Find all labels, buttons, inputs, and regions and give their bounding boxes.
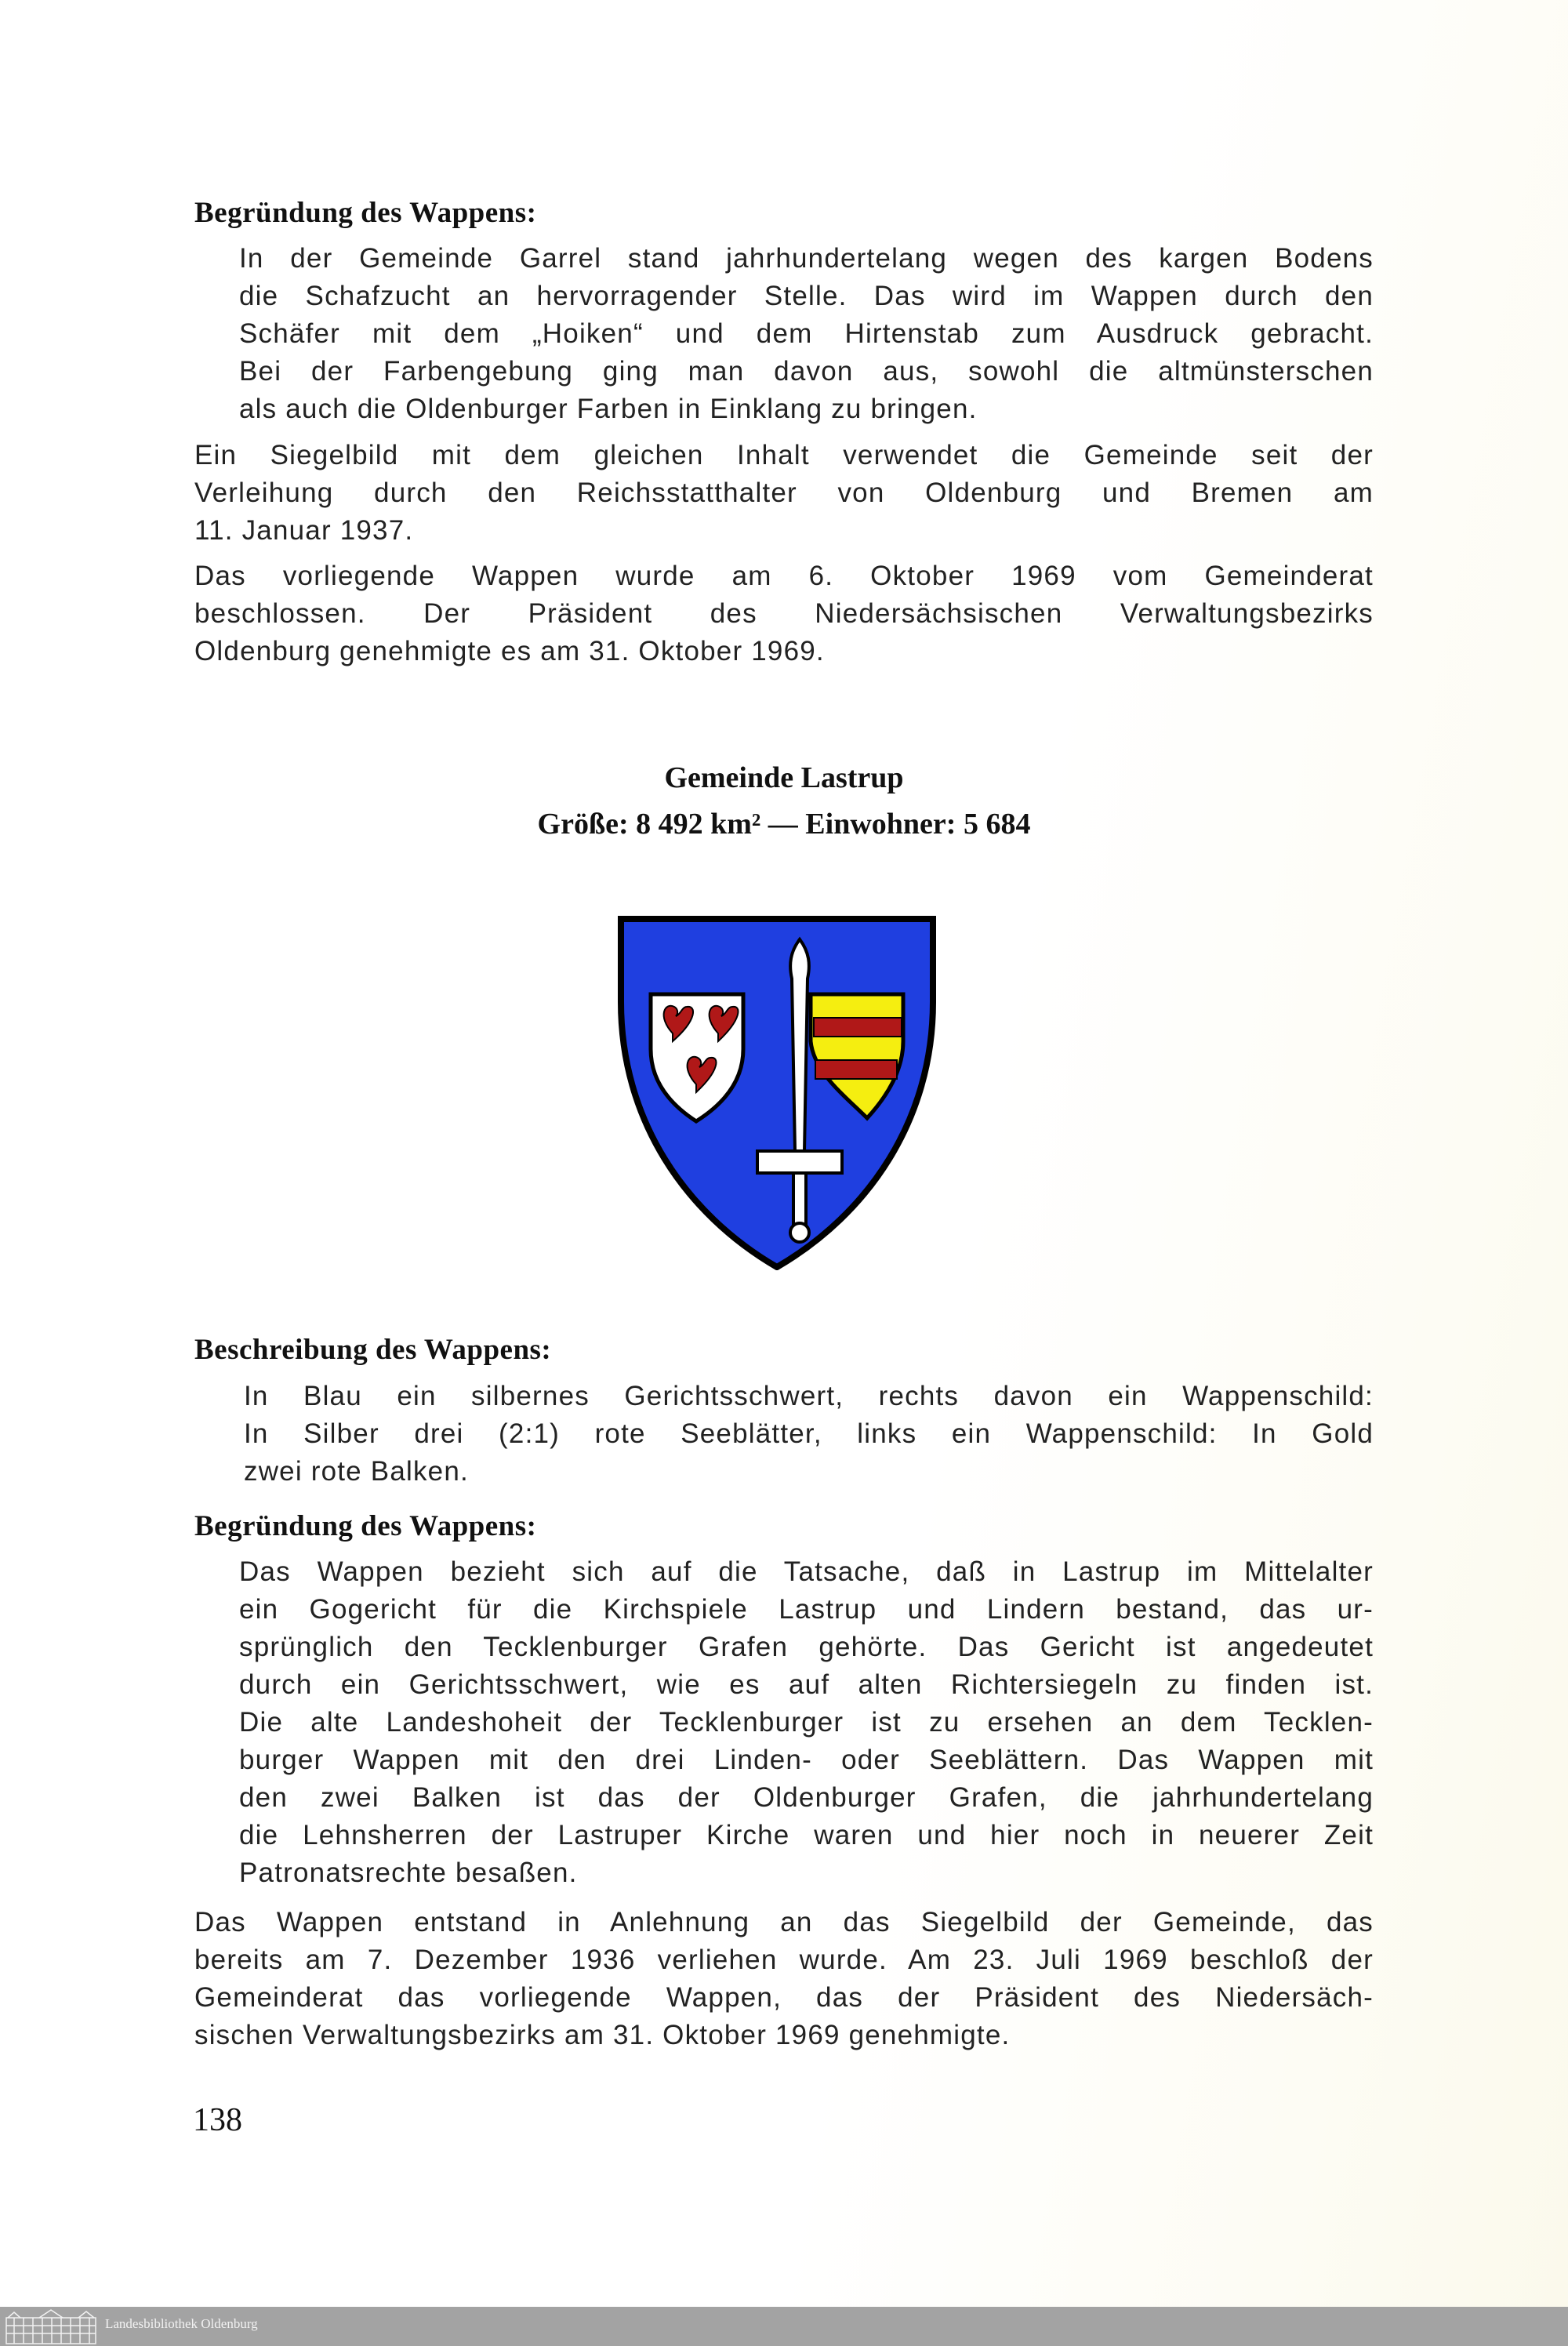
library-name: Landesbibliothek Oldenburg (105, 2316, 258, 2331)
text-line: beschlossen. Der Präsident des Niedersächsischen Verwaltungsbezirks (194, 598, 1374, 629)
text-line: Verleihung durch den Reichsstatthalter von Oldenburg und Bremen am (194, 478, 1374, 508)
text-line: In Blau ein silbernes Gerichtsschwert, rechts davon ein Wappenschild: (244, 1381, 1374, 1411)
paragraph-lastrup-description (244, 1378, 1374, 1491)
lastrup-coat-of-arms (618, 916, 936, 1270)
section-heading-description: Beschreibung des Wappens: (194, 1334, 552, 1366)
paragraph-garrel-approval (194, 557, 1374, 670)
text-line: Oldenburg genehmigte es am 31. Oktober 1969. (194, 636, 825, 666)
text-line: Ein Siegelbild mit dem gleichen Inhalt verwendet die Gemeinde seit der (194, 440, 1374, 470)
text-line: sprünglich den Tecklenburger Grafen gehörte. Das Gericht ist angedeutet (239, 1632, 1374, 1662)
library-footer-bar (0, 2307, 1568, 2346)
text-line: ein Gogericht für die Kirchspiele Lastrup und Lindern bestand, das ur- (239, 1594, 1374, 1625)
municipality-title: Gemeinde Lastrup (664, 761, 904, 794)
page-number: 138 (193, 2102, 242, 2138)
text-line: die Lehnsherren der Lastruper Kirche waren und hier noch in neuerer Zeit (239, 1820, 1374, 1850)
text-line: burger Wappen mit den drei Linden- oder Seeblättern. Das Wappen mit (239, 1745, 1374, 1775)
text-line: die Schafzucht an hervorragender Stelle. Das wird im Wappen durch den (239, 281, 1374, 311)
paragraph-lastrup-history (194, 1904, 1374, 2054)
text-line: Das vorliegende Wappen wurde am 6. Oktober 1969 vom Gemeinderat (194, 561, 1374, 591)
text-line: In der Gemeinde Garrel stand jahrhundertelang wegen des kargen Bodens (239, 243, 1374, 274)
text-line: 11. Januar 1937. (194, 515, 414, 546)
paragraph-lastrup-reason (239, 1553, 1374, 1892)
section-heading-reason-garrel: Begründung des Wappens: (194, 197, 537, 229)
text-line: durch ein Gerichtsschwert, wie es auf alten Richtersiegeln zu finden ist. (239, 1669, 1374, 1700)
paragraph-garrel-reason (239, 240, 1374, 428)
text-line: Das Wappen bezieht sich auf die Tatsache, daß in Lastrup im Mittelalter (239, 1556, 1374, 1587)
municipality-stats: Größe: 8 492 km² — Einwohner: 5 684 (537, 808, 1031, 841)
text-line: Schäfer mit dem „Hoiken“ und dem Hirtenstab zum Ausdruck gebracht. (239, 318, 1374, 349)
text-line: Bei der Farbengebung ging man davon aus, sowohl die altmünsterschen (239, 356, 1374, 387)
text-line: als auch die Oldenburger Farben in Einklang zu bringen. (239, 394, 978, 424)
text-line: Die alte Landeshoheit der Tecklenburger ist zu ersehen an dem Tecklen- (239, 1707, 1374, 1738)
text-line: bereits am 7. Dezember 1936 verliehen wurde. Am 23. Juli 1969 beschloß der (194, 1945, 1374, 1975)
text-line: Das Wappen entstand in Anlehnung an das Siegelbild der Gemeinde, das (194, 1907, 1374, 1937)
text-line: In Silber drei (2:1) rote Seeblätter, links ein Wappenschild: In Gold (244, 1418, 1374, 1449)
library-building-logo (5, 2308, 97, 2344)
section-heading-reason-lastrup: Begründung des Wappens: (194, 1510, 537, 1542)
text-line: Patronatsrechte besaßen. (239, 1858, 578, 1888)
paragraph-garrel-seal (194, 437, 1374, 550)
text-line: Gemeinderat das vorliegende Wappen, das der Präsident des Niedersäch- (194, 1982, 1374, 2013)
text-line: den zwei Balken ist das der Oldenburger Grafen, die jahrhundertelang (239, 1782, 1374, 1813)
text-line: sischen Verwaltungsbezirks am 31. Oktober 1969 genehmigte. (194, 2020, 1011, 2050)
text-line: zwei rote Balken. (244, 1456, 469, 1487)
